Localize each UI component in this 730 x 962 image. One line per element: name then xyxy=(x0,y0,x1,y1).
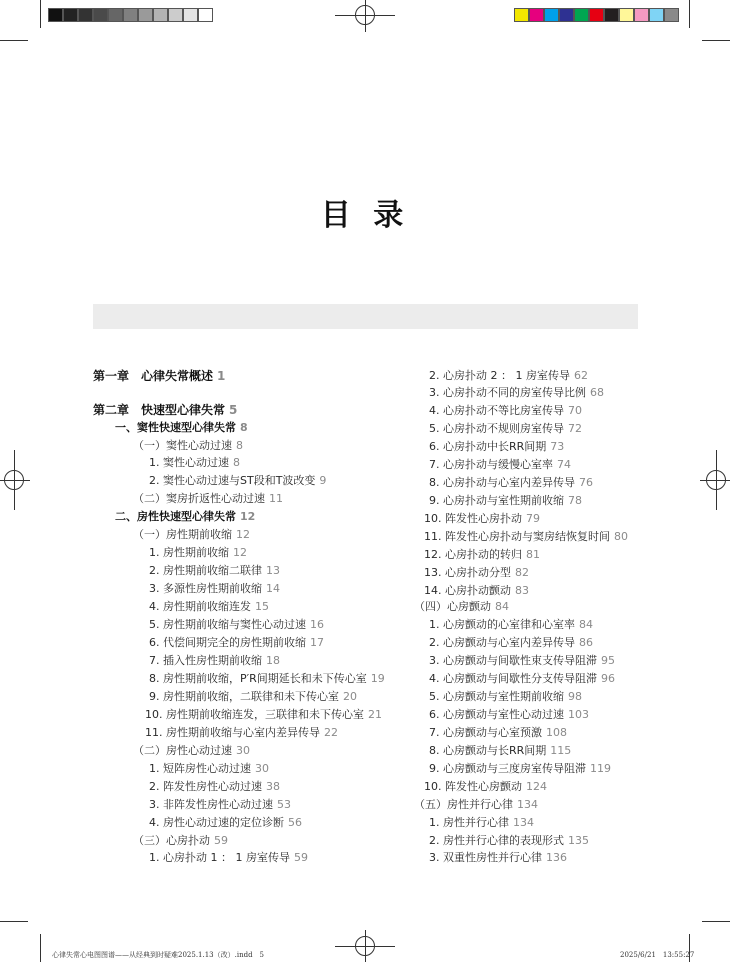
title-band xyxy=(93,304,638,329)
toc-entry[interactable] xyxy=(429,369,588,383)
swatch xyxy=(574,8,589,22)
toc-entry-page: 20 xyxy=(343,690,357,703)
toc-entry-title: 3. 非阵发性房性心动过速 xyxy=(149,798,273,811)
toc-entry[interactable] xyxy=(429,690,582,704)
toc-entry[interactable] xyxy=(429,440,564,454)
toc-entry[interactable] xyxy=(149,851,308,865)
swatch xyxy=(649,8,664,22)
toc-entry-title: （五）房性并行心律 xyxy=(414,798,513,811)
toc-entry-page: 18 xyxy=(266,654,280,667)
toc-entry-title: （一）房性期前收缩 xyxy=(133,528,232,541)
toc-entry-page: 5 xyxy=(229,403,238,417)
toc-entry-page: 79 xyxy=(526,512,540,525)
toc-entry-page: 78 xyxy=(568,494,582,507)
toc-entry-title: （一）窦性心动过速 xyxy=(133,439,232,452)
toc-entry-title: 5. 房性期前收缩与窦性心动过速 xyxy=(149,618,306,631)
toc-entry-title: 2. 房性并行心律的表现形式 xyxy=(429,834,564,847)
toc-entry[interactable] xyxy=(149,546,247,560)
toc-entry-page: 38 xyxy=(266,780,280,793)
toc-entry-page: 16 xyxy=(310,618,324,631)
swatch xyxy=(544,8,559,22)
toc-entry[interactable] xyxy=(424,780,547,794)
swatch xyxy=(619,8,634,22)
swatch xyxy=(559,8,574,22)
toc-entry[interactable] xyxy=(149,564,280,578)
toc-entry[interactable] xyxy=(429,458,571,472)
toc-entry[interactable] xyxy=(424,566,529,580)
toc-entry[interactable] xyxy=(149,762,269,776)
toc-entry-page: 82 xyxy=(515,566,529,579)
toc-entry-page: 134 xyxy=(513,816,534,829)
toc-entry[interactable] xyxy=(429,708,589,722)
toc-entry-title: （二）房性心动过速 xyxy=(133,744,232,757)
toc-entry-page: 76 xyxy=(579,476,593,489)
toc-entry[interactable] xyxy=(133,528,250,542)
toc-entry-title: 3. 多源性房性期前收缩 xyxy=(149,582,262,595)
crop-mark xyxy=(702,40,730,41)
swatch xyxy=(183,8,198,22)
toc-entry-page: 83 xyxy=(515,584,529,597)
toc-entry-title: 1. 房性期前收缩 xyxy=(149,546,229,559)
toc-entry-page: 136 xyxy=(546,851,567,864)
toc-entry[interactable] xyxy=(429,816,534,830)
toc-entry-title: 1. 心房颤动的心室律和心室率 xyxy=(429,618,575,631)
toc-entry-page: 70 xyxy=(568,404,582,417)
toc-entry-title: 11. 阵发性心房扑动与窦房结恢复时间 xyxy=(424,530,610,543)
toc-entry-title: 10. 房性期前收缩连发，三联律和未下传心室 xyxy=(145,708,364,721)
toc-entry[interactable] xyxy=(424,584,529,598)
toc-entry-page: 53 xyxy=(277,798,291,811)
toc-entry-page: 12 xyxy=(240,510,256,523)
toc-entry-page: 86 xyxy=(579,636,593,649)
toc-entry-title: 4. 房性心动过速的定位诊断 xyxy=(149,816,284,829)
toc-entry-page: 84 xyxy=(579,618,593,631)
toc-entry-title: 9. 房性期前收缩，二联律和未下传心室 xyxy=(149,690,339,703)
toc-entry-title: 2. 阵发性房性心动过速 xyxy=(149,780,262,793)
toc-entry-title: 1. 心房扑动 1 ： 1 房室传导 xyxy=(149,851,290,864)
toc-entry[interactable] xyxy=(133,744,250,758)
toc-entry-title: 第二章 快速型心律失常 xyxy=(93,403,226,417)
swatch xyxy=(153,8,168,22)
toc-entry-title: 3. 心房颤动与间歇性束支传导阻滞 xyxy=(429,654,597,667)
toc-entry[interactable] xyxy=(429,494,582,508)
toc-entry[interactable] xyxy=(429,404,582,418)
toc-entry-title: 1. 短阵房性心动过速 xyxy=(149,762,251,775)
toc-entry[interactable] xyxy=(149,672,385,686)
toc-entry-page: 59 xyxy=(214,834,228,847)
toc-entry-page: 73 xyxy=(550,440,565,453)
swatch xyxy=(108,8,123,22)
toc-entry[interactable] xyxy=(149,618,324,632)
toc-entry-page: 30 xyxy=(236,744,250,757)
toc-entry[interactable] xyxy=(429,851,567,865)
toc-entry-page: 12 xyxy=(236,528,250,541)
swatch xyxy=(664,8,679,22)
toc-entry-page: 14 xyxy=(266,582,280,595)
toc-entry-title: 11. 房性期前收缩与心室内差异传导 xyxy=(145,726,320,739)
toc-entry-title: 6. 心房颤动与室性心动过速 xyxy=(429,708,564,721)
swatch xyxy=(63,8,78,22)
toc-entry-title: 9. 心房颤动与三度房室传导阻滞 xyxy=(429,762,586,775)
toc-entry-title: 1. 房性并行心律 xyxy=(429,816,509,829)
toc-entry[interactable] xyxy=(429,618,593,632)
toc-entry[interactable] xyxy=(429,476,593,490)
toc-entry-page: 1 xyxy=(217,369,226,383)
toc-entry[interactable] xyxy=(429,762,611,776)
toc-entry-title: 一、窦性快速型心律失常 xyxy=(115,421,236,434)
toc-entry[interactable] xyxy=(424,530,628,544)
toc-entry[interactable] xyxy=(149,816,302,830)
toc-entry[interactable] xyxy=(414,600,509,614)
footer-file-info: 心律失常心电图图谱——从经典到时疑难2025.1.13（改）.indd 5 xyxy=(52,951,265,959)
gray-swatch-strip xyxy=(48,8,213,22)
toc-entry-title: （四）心房颤动 xyxy=(414,600,491,613)
toc-entry-title: （二）窦房折返性心动过速 xyxy=(133,492,265,505)
crop-mark xyxy=(689,0,690,28)
toc-entry[interactable] xyxy=(149,600,269,614)
toc-entry-title: 2. 心房扑动 2 ： 1 房室传导 xyxy=(429,369,570,382)
toc-entry-title: 6. 心房扑动中长RR间期 xyxy=(429,440,547,453)
toc-entry[interactable] xyxy=(115,510,255,524)
toc-entry-page: 74 xyxy=(557,458,571,471)
swatch xyxy=(93,8,108,22)
toc-entry-page: 96 xyxy=(601,672,615,685)
toc-entry-title: 12. 心房扑动的转归 xyxy=(424,548,522,561)
toc-entry-title: 8. 心房扑动与心室内差异传导 xyxy=(429,476,575,489)
toc-entry-page: 103 xyxy=(568,708,589,721)
toc-entry-page: 21 xyxy=(368,708,382,721)
swatch xyxy=(198,8,213,22)
toc-entry-page: 9 xyxy=(319,474,327,487)
toc-entry[interactable] xyxy=(429,422,582,436)
toc-entry-page: 115 xyxy=(550,744,572,757)
toc-entry-title: 6. 代偿间期完全的房性期前收缩 xyxy=(149,636,306,649)
toc-entry-page: 135 xyxy=(568,834,589,847)
toc-entry-page: 19 xyxy=(370,672,385,685)
toc-entry-title: 10. 阵发性心房颤动 xyxy=(424,780,522,793)
swatch xyxy=(529,8,544,22)
toc-entry[interactable] xyxy=(115,421,248,435)
toc-entry-title: 3. 双重性房性并行心律 xyxy=(429,851,542,864)
swatch xyxy=(123,8,138,22)
toc-entry[interactable] xyxy=(133,439,243,453)
toc-entry-title: 7. 心房扑动与缓慢心室率 xyxy=(429,458,553,471)
swatch xyxy=(78,8,93,22)
toc-entry[interactable] xyxy=(414,798,538,812)
toc-entry[interactable] xyxy=(149,474,326,488)
toc-entry[interactable] xyxy=(424,548,540,562)
toc-entry-page: 11 xyxy=(269,492,283,505)
toc-entry-title: 14. 心房扑动颤动 xyxy=(424,584,511,597)
toc-entry-title: 2. 窦性心动过速与ST段和T波改变 xyxy=(149,474,316,487)
toc-entry-title: 13. 心房扑动分型 xyxy=(424,566,511,579)
toc-entry-page: 12 xyxy=(233,546,247,559)
toc-entry-page: 124 xyxy=(526,780,547,793)
toc-entry-title: 4. 房性期前收缩连发 xyxy=(149,600,251,613)
toc-entry-title: 4. 心房扑动不等比房室传导 xyxy=(429,404,564,417)
toc-entry[interactable] xyxy=(424,512,540,526)
toc-entry-page: 13 xyxy=(266,564,280,577)
swatch xyxy=(168,8,183,22)
toc-entry[interactable] xyxy=(149,798,291,812)
swatch xyxy=(604,8,619,22)
toc-entry[interactable] xyxy=(149,780,280,794)
toc-entry[interactable] xyxy=(145,708,382,722)
toc-entry[interactable] xyxy=(429,726,567,740)
toc-entry-page: 81 xyxy=(526,548,540,561)
toc-entry[interactable] xyxy=(93,403,237,417)
toc-entry[interactable] xyxy=(133,492,283,506)
toc-entry-page: 119 xyxy=(590,762,611,775)
toc-entry-title: 7. 心房颤动与心室预激 xyxy=(429,726,542,739)
swatch xyxy=(48,8,63,22)
crop-mark xyxy=(0,921,28,922)
toc-entry[interactable] xyxy=(145,726,338,740)
toc-entry-page: 68 xyxy=(590,386,604,399)
toc-entry-title: 第一章 心律失常概述 xyxy=(93,369,214,383)
toc-entry-page: 15 xyxy=(255,600,269,613)
toc-entry-page: 95 xyxy=(601,654,615,667)
toc-entry-title: 1. 窦性心动过速 xyxy=(149,456,229,469)
color-swatch-strip xyxy=(514,8,679,22)
toc-entry-title: 2. 心房颤动与心室内差异传导 xyxy=(429,636,575,649)
toc-entry-page: 108 xyxy=(546,726,567,739)
toc-entry[interactable] xyxy=(149,636,324,650)
toc-entry-page: 30 xyxy=(255,762,269,775)
toc-entry-page: 56 xyxy=(288,816,302,829)
toc-entry-title: 8. 心房颤动与长RR间期 xyxy=(429,744,547,757)
toc-entry-page: 62 xyxy=(573,369,588,382)
toc-entry-page: 84 xyxy=(495,600,509,613)
toc-entry-page: 134 xyxy=(517,798,538,811)
toc-entry[interactable] xyxy=(133,834,228,848)
swatch xyxy=(589,8,604,22)
toc-entry[interactable] xyxy=(93,369,225,383)
toc-entry-title: 2. 房性期前收缩二联律 xyxy=(149,564,262,577)
crop-mark xyxy=(702,921,730,922)
crop-mark xyxy=(40,934,41,962)
toc-entry-title: （三）心房扑动 xyxy=(133,834,210,847)
swatch xyxy=(514,8,529,22)
toc-entry-page: 8 xyxy=(240,421,248,434)
toc-entry-page: 98 xyxy=(568,690,582,703)
toc-entry-page: 72 xyxy=(568,422,582,435)
toc-entry-title: 7. 插入性房性期前收缩 xyxy=(149,654,262,667)
toc-entry[interactable] xyxy=(429,654,615,668)
toc-entry-title: 3. 心房扑动不同的房室传导比例 xyxy=(429,386,586,399)
toc-entry-page: 80 xyxy=(614,530,628,543)
toc-entry-title: 5. 心房颤动与室性期前收缩 xyxy=(429,690,564,703)
footer-timestamp: 2025/6/21 13:55:27 xyxy=(620,951,695,959)
toc-entry-page: 8 xyxy=(236,439,243,452)
toc-entry-title: 二、房性快速型心律失常 xyxy=(115,510,236,523)
toc-entry-title: 4. 心房颤动与间歇性分支传导阻滞 xyxy=(429,672,597,685)
toc-entry[interactable] xyxy=(149,654,280,668)
toc-entry[interactable] xyxy=(429,744,571,758)
swatch xyxy=(138,8,153,22)
crop-mark xyxy=(40,0,41,28)
swatch xyxy=(634,8,649,22)
toc-entry[interactable] xyxy=(149,582,280,596)
toc-entry-page: 59 xyxy=(293,851,308,864)
toc-entry[interactable] xyxy=(429,386,604,400)
toc-entry-title: 5. 心房扑动不规则房室传导 xyxy=(429,422,564,435)
toc-entry[interactable] xyxy=(429,834,589,848)
toc-entry[interactable] xyxy=(149,690,357,704)
page-title: 目 录 xyxy=(320,198,410,233)
toc-entry[interactable] xyxy=(429,672,615,686)
toc-entry-title: 8. 房性期前收缩，P′R间期延长和未下传心室 xyxy=(149,672,367,685)
crop-mark xyxy=(0,40,28,41)
toc-entry[interactable] xyxy=(429,636,593,650)
toc-entry-title: 9. 心房扑动与室性期前收缩 xyxy=(429,494,564,507)
toc-entry-title: 10. 阵发性心房扑动 xyxy=(424,512,522,525)
toc-entry-page: 17 xyxy=(310,636,324,649)
toc-entry[interactable] xyxy=(149,456,240,470)
toc-entry-page: 8 xyxy=(233,456,240,469)
toc-entry-page: 22 xyxy=(324,726,338,739)
